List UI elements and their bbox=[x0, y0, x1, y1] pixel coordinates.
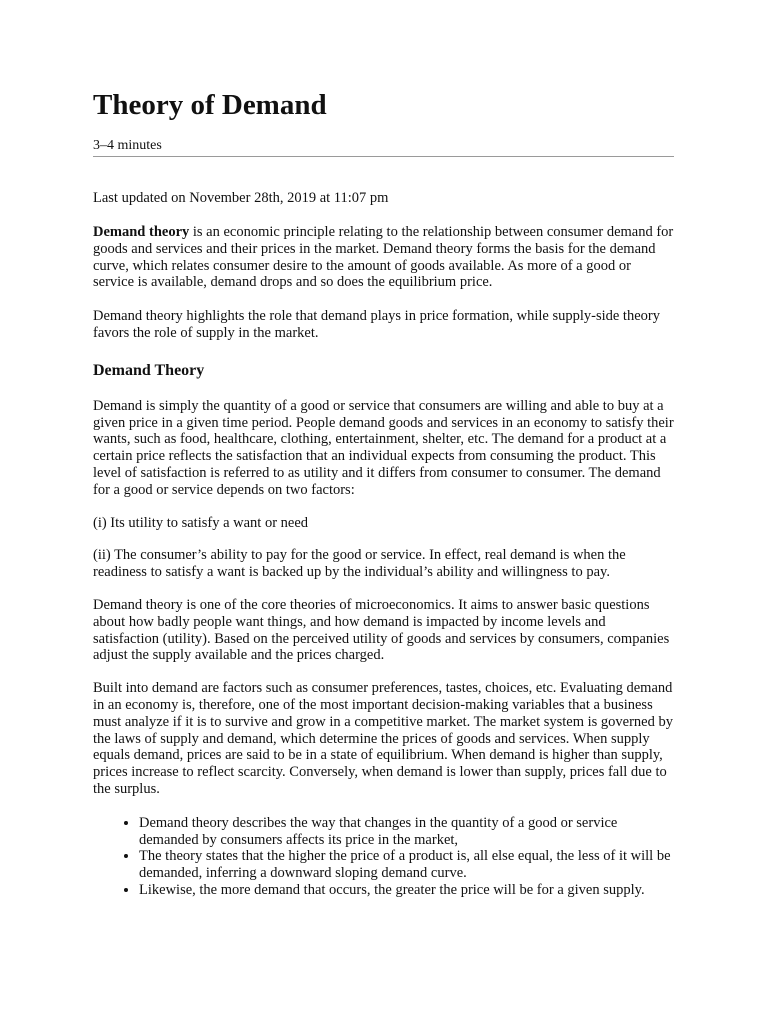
list-item: • Likewise, the more demand that occurs, the greater the price will be for a given supply. bbox=[139, 882, 674, 899]
paragraph-definition: Demand is simply the quantity of a good or service that consumers are willing and able to buy at a given price in a given time period. People demand goods and services in an economy to satisfy their wants, such as food, healthcare, clothing, entertainment, shelter, etc. The demand for a product at a certain price reflects the satisfaction that an individual expects from consuming the product. This level of satisfaction is referred to as utility and it differs from consumer to consumer. The demand for a good or service depends on two factors: bbox=[93, 397, 674, 498]
list-item: • Demand theory describes the way that changes in the quantity of a good or service demanded by consumers affects its price in the market, bbox=[139, 815, 674, 849]
reading-time: 3–4 minutes bbox=[93, 138, 674, 157]
paragraph-market-factors: Built into demand are factors such as consumer preferences, tastes, choices, etc. Evaluating demand in an economy is, therefore, one of the most important decision-making variables that a business must analyze if it is to survive and grow in a competitive market. The market system is governed by the laws of supply and demand, which determine the prices of goods and services. When supply equals demand, prices are said to be in a state of equilibrium. When demand is higher than supply, prices increase to reflect scarcity. Conversely, when demand is lower than supply, prices fall due to the surplus. bbox=[93, 680, 673, 797]
factor-ability-to-pay: (ii) The consumer’s ability to pay for the good or service. In effect, real demand is when the readiness to satisfy a want is backed up by the individual’s ability and willingness to pay. bbox=[93, 547, 626, 581]
section-heading: Demand Theory bbox=[93, 361, 205, 379]
key-points-list bbox=[93, 815, 674, 899]
intro-paragraph bbox=[93, 224, 674, 291]
list-item: • The theory states that the higher the price of a product is, all else equal, the less of it will be demanded, inferring a downward sloping demand curve. bbox=[139, 848, 674, 882]
intro-text: is an economic principle relating to the relationship between consumer demand for goods and services and their prices in the market. Demand theory forms the basis for the demand curve, which relates consumer desire to the amount of goods available. As more of a good or service is available, demand drops and so does the equilibrium price. bbox=[93, 224, 674, 291]
intro-term: Demand theory bbox=[93, 224, 190, 240]
article-title: Theory of Demand bbox=[93, 89, 327, 121]
last-updated: Last updated on November 28th, 2019 at 11:07 pm bbox=[93, 190, 389, 206]
factor-utility: (i) Its utility to satisfy a want or need bbox=[93, 514, 309, 531]
paragraph-microeconomics: Demand theory is one of the core theories of microeconomics. It aims to answer basic questions about how badly people want things, and how demand is impacted by income levels and satisfaction (utility). Based on the perceived utility of goods and services by consumers, companies adjust the supply available and the prices charged. bbox=[93, 596, 670, 664]
paragraph-role-of-demand: Demand theory highlights the role that demand plays in price formation, while supply-side theory favors the role of supply in the market. bbox=[93, 308, 660, 341]
